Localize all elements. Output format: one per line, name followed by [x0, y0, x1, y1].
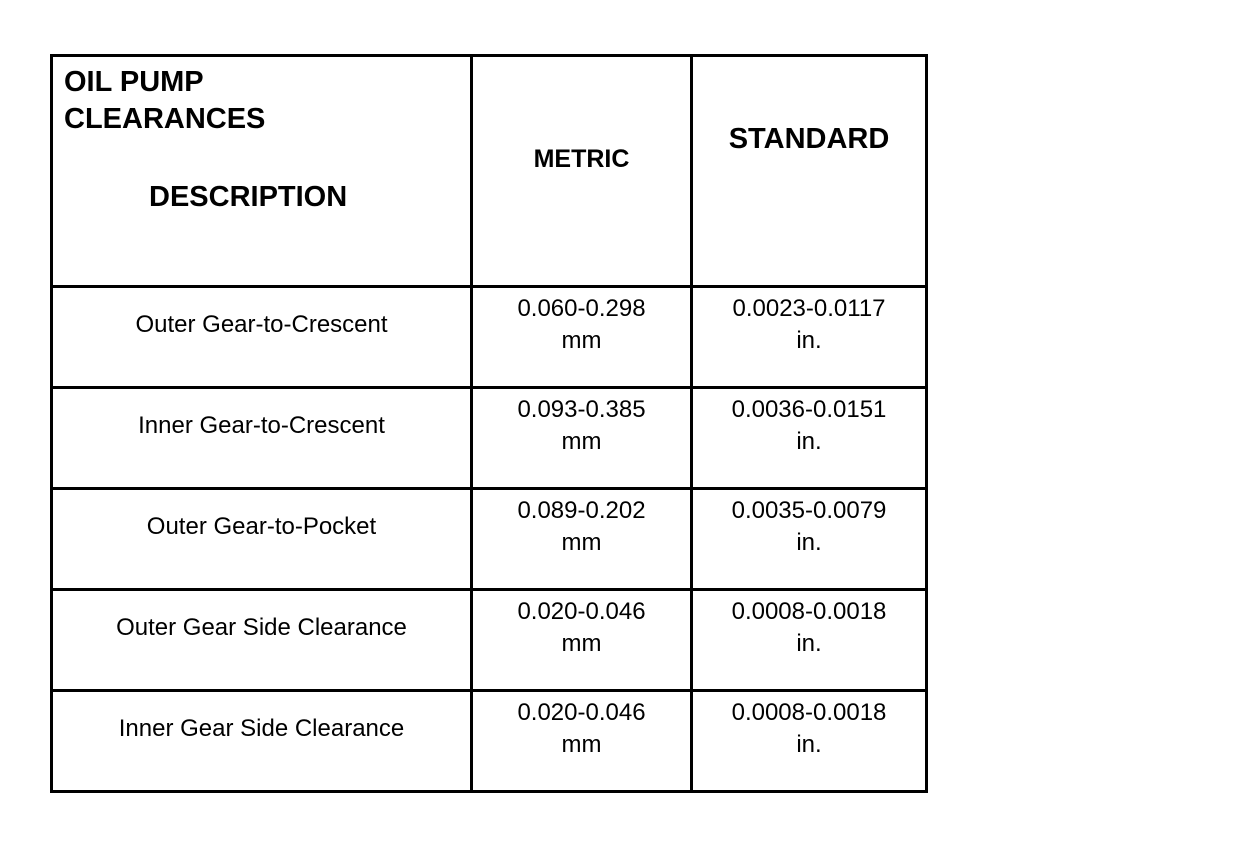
standard-cell	[692, 287, 927, 388]
metric-unit: mm	[561, 629, 602, 657]
description-cell	[52, 388, 472, 489]
metric-header-cell	[472, 56, 692, 287]
metric-cell	[472, 287, 692, 388]
standard-unit: in.	[796, 730, 822, 758]
table-row	[52, 388, 927, 489]
row-description: Inner Gear-to-Crescent	[138, 412, 385, 439]
metric-cell	[472, 489, 692, 590]
standard-cell	[692, 388, 927, 489]
description-cell	[52, 287, 472, 388]
standard-unit: in.	[796, 326, 822, 354]
metric-cell	[472, 691, 692, 792]
standard-unit: in.	[796, 629, 822, 657]
standard-unit: in.	[796, 427, 822, 455]
metric-value: 0.089-0.202	[517, 497, 646, 524]
table-title-line-2: CLEARANCES	[64, 103, 266, 135]
metric-value: 0.093-0.385	[517, 396, 646, 423]
standard-column-header: STANDARD	[728, 123, 890, 155]
table-body	[52, 56, 927, 792]
description-cell	[52, 691, 472, 792]
standard-cell	[692, 489, 927, 590]
standard-cell	[692, 590, 927, 691]
standard-value: 0.0036-0.0151	[731, 396, 887, 423]
table-row	[52, 590, 927, 691]
row-description: Outer Gear-to-Pocket	[146, 513, 377, 540]
metric-cell	[472, 388, 692, 489]
standard-unit: in.	[796, 528, 822, 556]
row-description: Outer Gear Side Clearance	[116, 614, 407, 641]
standard-header-cell	[692, 56, 927, 287]
description-cell	[52, 489, 472, 590]
table-row	[52, 287, 927, 388]
standard-value: 0.0008-0.0018	[731, 699, 887, 726]
metric-unit: mm	[561, 730, 602, 758]
table-row	[52, 691, 927, 792]
metric-unit: mm	[561, 326, 602, 354]
metric-value: 0.020-0.046	[517, 598, 646, 625]
row-description: Outer Gear-to-Crescent	[135, 311, 388, 338]
metric-value: 0.020-0.046	[517, 699, 646, 726]
standard-value: 0.0008-0.0018	[731, 598, 887, 625]
metric-cell	[472, 590, 692, 691]
description-column-header: DESCRIPTION	[149, 181, 348, 213]
metric-unit: mm	[561, 427, 602, 455]
header-row	[52, 56, 927, 287]
description-header-cell	[52, 56, 472, 287]
description-header	[53, 57, 470, 285]
table-title-line-1: OIL PUMP	[64, 66, 204, 98]
metric-column-header: METRIC	[533, 145, 630, 173]
standard-cell	[692, 691, 927, 792]
table-row	[52, 489, 927, 590]
metric-value: 0.060-0.298	[517, 295, 646, 322]
row-description: Inner Gear Side Clearance	[118, 715, 405, 742]
standard-value: 0.0035-0.0079	[731, 497, 887, 524]
oil-pump-clearances-table	[50, 54, 928, 793]
standard-value: 0.0023-0.0117	[732, 295, 886, 322]
metric-unit: mm	[561, 528, 602, 556]
description-cell	[52, 590, 472, 691]
